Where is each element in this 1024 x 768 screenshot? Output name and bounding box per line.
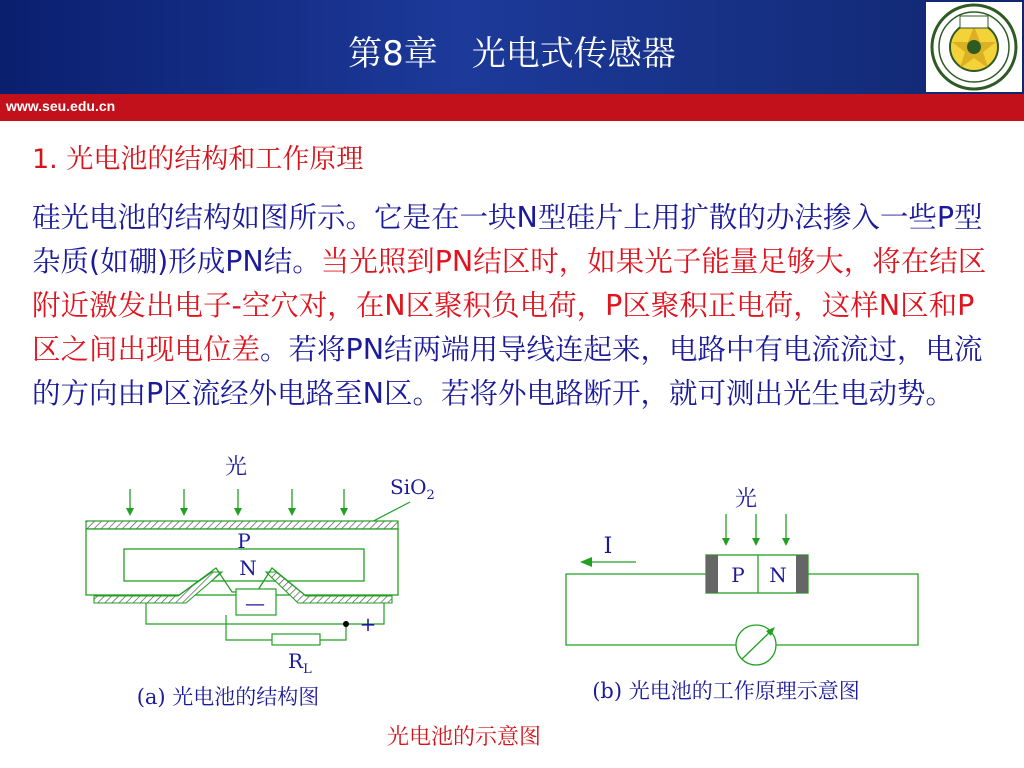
section-heading: 1. 光电池的结构和工作原理 [32,144,364,175]
fig-a-p-label: P [237,529,251,553]
fig-b-p-label: P [731,563,745,587]
figure-a-structure [86,455,435,709]
fig-b-light-arrows [722,514,790,546]
fig-a-wire-left [226,615,272,640]
fig-a-load-resistor [272,634,320,645]
fig-a-light-arrows [126,489,348,516]
fig-a-n-label: N [239,556,257,580]
fig-b-current-label: I [603,534,613,559]
fig-b-light-label: 光 [734,487,758,512]
fig-b-pn-block [706,555,808,593]
paragraph-part-3: 。若将PN结两端用导线连起来，电路中有电流流过，电流的方向由P区流经外电路至N区。若将外电路断开，就可测出光生电动势。 [32,333,983,410]
fig-a-minus-label: — [245,591,265,615]
fig-a-wire-right [320,624,346,640]
paragraph-highlight: 当光照到PN结区时，如果光子能量足够大，将在结区附近激发出电子-空穴对，在N区聚积负电荷，P区聚积正电荷，这样N区和P区之间出现电位差 [32,245,987,366]
fig-a-junction-dot [343,621,349,627]
fig-a-rl-label: $R_L$ [288,649,312,677]
fig-b-electrode-right [796,555,808,593]
figure-caption: 光电池的示意图 [386,725,542,750]
site-url[interactable]: www.seu.edu.cn [6,98,116,114]
fig-a-sio2-layer [86,521,398,529]
fig-a-light-label: 光 [224,455,248,480]
fig-b-current-arrow-head [580,557,592,567]
fig-a-caption: (a) 光电池的结构图 [136,685,320,709]
figure-b-principle [566,487,918,703]
fig-a-sio2-label: SiO$_2$ [390,475,435,503]
fig-a-plus-label: + [359,612,377,636]
fig-b-n-label: N [769,563,787,587]
fig-b-electrode-left [706,555,718,593]
fig-b-caption: (b) 光电池的工作原理示意图 [592,679,860,703]
page-title: 第8章 光电式传感器 [348,34,676,74]
paragraph-part-1: 硅光电池的结构如图所示。它是在一块N型硅片上用扩散的办法掺入一些P型杂质(如硼)形成PN结。 [32,201,983,278]
